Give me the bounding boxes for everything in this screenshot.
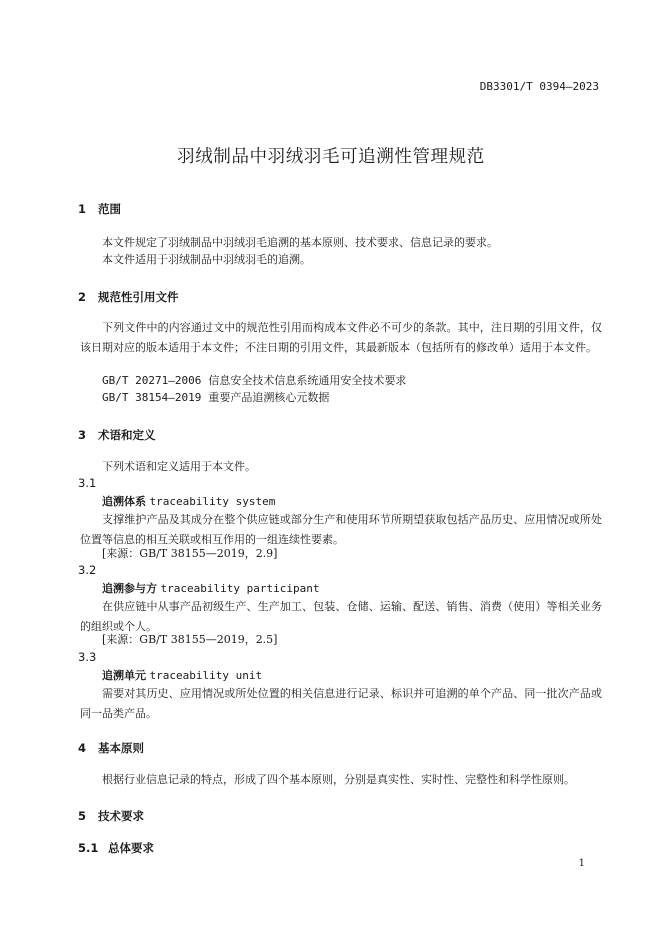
section-number: 1: [78, 202, 87, 216]
standard-code: DB3301/T 0394—2023: [479, 80, 599, 93]
reference-item: [102, 388, 329, 408]
term-source: [来源：GB/T 38155—2019，2.9]: [102, 547, 278, 560]
scope-paragraph-1: 本文件规定了羽绒制品中羽绒羽毛追溯的基本原则、技术要求、信息记录的要求。: [102, 236, 498, 249]
section-title: 术语和定义: [98, 428, 156, 442]
reference-code: GB/T 38154—2019: [102, 391, 202, 404]
term-definition: 在供应链中从事产品初级生产、生产加工、包装、仓储、运输、配送、销售、消费（使用）等相关业务的组织或个人。: [80, 600, 602, 633]
section-title: 规范性引用文件: [98, 290, 179, 304]
principles-paragraph: 根据行业信息记录的特点，形成了四个基本原则，分别是真实性、实时性、完整性和科学性原则。: [102, 773, 575, 786]
reference-title: 重要产品追溯核心元数据: [208, 391, 330, 404]
subsection-title: 总体要求: [108, 841, 154, 855]
section-title: 基本原则: [98, 741, 144, 755]
section-number: 4: [78, 741, 87, 755]
term-english: traceability system: [149, 495, 276, 508]
term-english: traceability participant: [160, 582, 320, 595]
clause-number: 3.2: [78, 563, 97, 577]
section-title: 范围: [98, 202, 121, 216]
term-source: [来源：GB/T 38155—2019，2.5]: [102, 633, 278, 646]
reference-code: GB/T 20271—2006: [102, 374, 202, 387]
section-title: 技术要求: [98, 809, 144, 823]
section-5-heading: [78, 808, 144, 824]
scope-paragraph-2: 本文件适用于羽绒制品中羽绒羽毛的追溯。: [102, 253, 311, 266]
subsection-5-1-heading: [78, 840, 154, 856]
clause-number: 3.1: [78, 476, 97, 490]
section-3-heading: [78, 427, 156, 443]
normative-references-intro: 下列文件中的内容通过文中的规范性引用而构成本文件必不可少的条款。其中，注日期的引用文件，仅该日期对应的版本适用于本文件；不注日期的引用文件，其最新版本（包括所有的修改单）适用于本文件。: [80, 321, 602, 354]
section-number: 3: [78, 428, 87, 442]
term-heading: [102, 667, 262, 683]
term-heading: [102, 493, 275, 509]
term-definition: 需要对其历史、应用情况或所处位置的相关信息进行记录、标识并可追溯的单个产品、同一批次产品或同一品类产品。: [80, 687, 602, 720]
term-chinese: 追溯单元: [102, 669, 146, 682]
page-number: 1: [578, 858, 585, 869]
section-number: 5: [78, 809, 87, 823]
section-1-heading: [78, 201, 121, 217]
section-number: 2: [78, 290, 87, 304]
term-chinese: 追溯体系: [102, 495, 146, 508]
term-heading: [102, 580, 319, 596]
section-4-heading: [78, 740, 144, 756]
term-definition: 支撑维护产品及其成分在整个供应链或部分生产和使用环节所期望获取包括产品历史、应用情况或所处位置等信息的相互关联或相互作用的一组连续性要素。: [80, 513, 602, 546]
term-chinese: 追溯参与方: [102, 582, 157, 595]
term-english: traceability unit: [149, 669, 263, 682]
terms-intro: 下列术语和定义适用于本文件。: [102, 460, 256, 473]
document-title: 羽绒制品中羽绒羽毛可追溯性管理规范: [177, 147, 485, 167]
reference-title: 信息安全技术信息系统通用安全技术要求: [208, 374, 407, 387]
clause-number: 3.3: [78, 650, 97, 664]
section-2-heading: [78, 289, 179, 305]
subsection-number: 5.1: [78, 841, 99, 855]
